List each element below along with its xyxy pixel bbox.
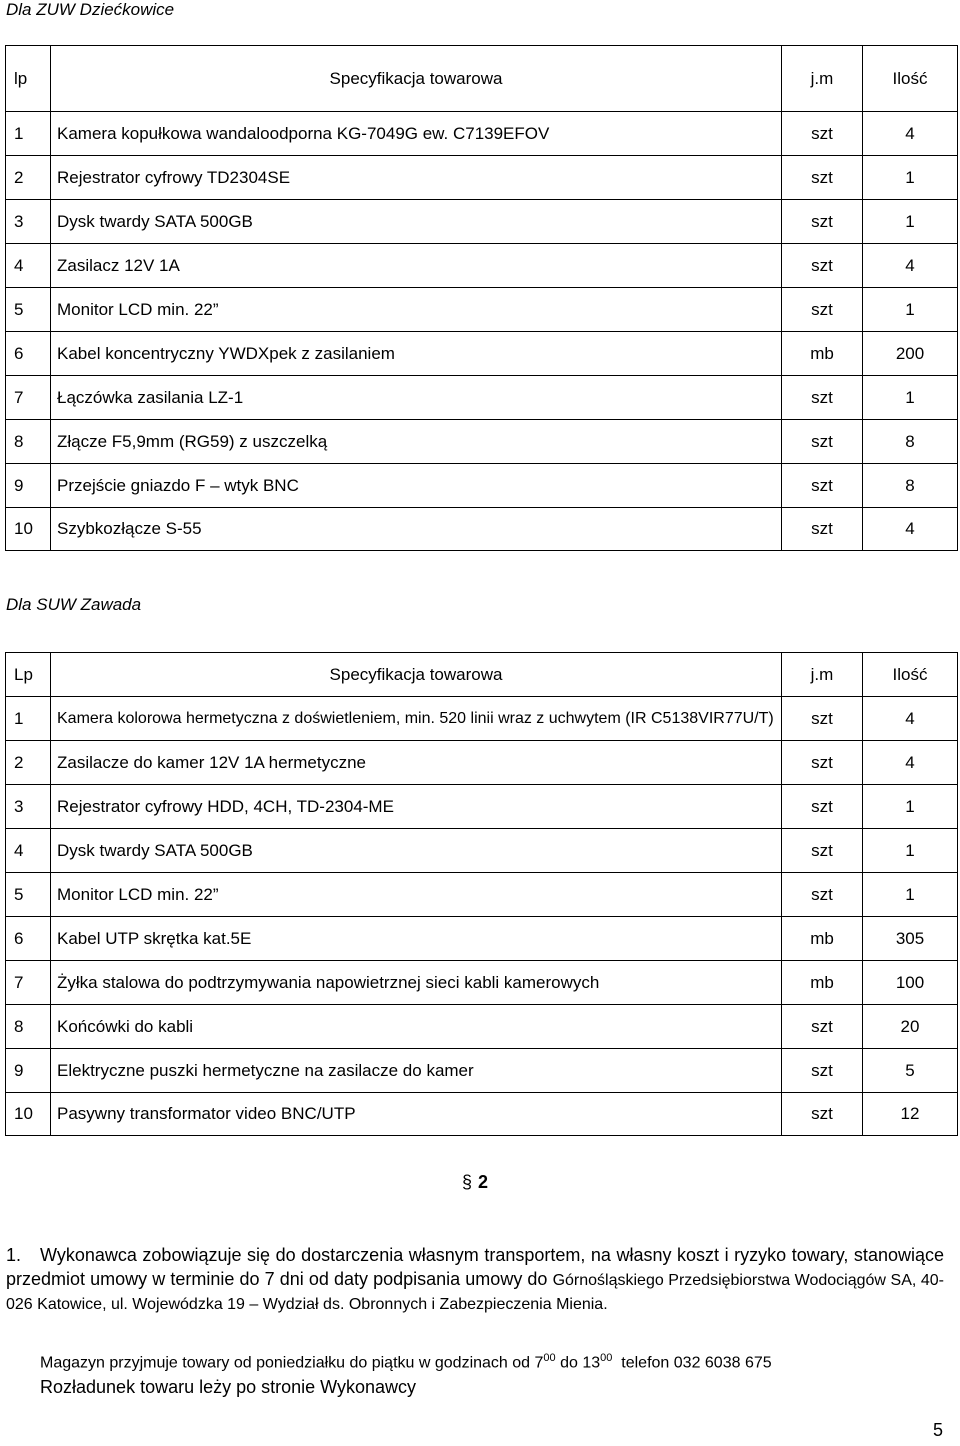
spec-table-zuw [5,45,958,551]
table-row [6,1005,958,1049]
row-name: Kamera kolorowa hermetyczna z doświetleniem, min. 520 linii wraz z uchwytem (IR C5138VIR77U/T) [51,697,782,741]
warehouse-text-c: telefon 032 6038 675 [612,1354,772,1372]
row-qty: 8 [863,464,958,508]
row-jm: szt [782,785,863,829]
row-lp: 6 [6,332,51,376]
row-lp: 5 [6,288,51,332]
row-lp: 3 [6,200,51,244]
row-qty: 8 [863,420,958,464]
table-row [6,829,958,873]
row-jm: szt [782,112,863,156]
row-jm: szt [782,1005,863,1049]
row-jm: szt [782,420,863,464]
row-jm: szt [782,1049,863,1093]
row-qty: 4 [863,697,958,741]
row-qty: 200 [863,332,958,376]
row-jm: szt [782,697,863,741]
row-name: Monitor LCD min. 22” [51,873,782,917]
table-row [6,917,958,961]
row-name: Kabel UTP skrętka kat.5E [51,917,782,961]
row-lp: 8 [6,420,51,464]
row-name: Kamera kopułkowa wandaloodporna KG-7049G ew. C7139EFOV [51,112,782,156]
row-jm: mb [782,332,863,376]
row-lp: 2 [6,156,51,200]
row-qty: 1 [863,873,958,917]
row-qty: 1 [863,156,958,200]
clause-1 [6,1243,944,1315]
section2-caption: Dla SUW Zawada [6,595,142,614]
warehouse-sup-b: 00 [600,1352,613,1364]
row-lp: 1 [6,112,51,156]
row-name: Elektryczne puszki hermetyczne na zasilacze do kamer [51,1049,782,1093]
row-lp: 9 [6,464,51,508]
row-lp: 3 [6,785,51,829]
table-row [6,1049,958,1093]
row-qty: 4 [863,112,958,156]
row-jm: szt [782,829,863,873]
row-jm: szt [782,508,863,551]
table-row [6,376,958,420]
row-jm: mb [782,917,863,961]
row-lp: 10 [6,1093,51,1136]
row-jm: szt [782,288,863,332]
row-name: Kabel koncentryczny YWDXpek z zasilaniem [51,332,782,376]
table-row [6,464,958,508]
row-qty: 4 [863,741,958,785]
row-name: Przejście gniazdo F – wtyk BNC [51,464,782,508]
table-row [6,200,958,244]
row-qty: 1 [863,785,958,829]
warehouse-text-a: Magazyn przyjmuje towary od poniedziałku do piątku w godzinach od 7 [40,1354,544,1372]
section-sign: § [462,1172,473,1192]
row-qty: 12 [863,1093,958,1136]
section-number: 2 [478,1172,489,1192]
row-lp: 1 [6,697,51,741]
row-lp: 4 [6,244,51,288]
header-jm: j.m [782,653,863,697]
row-jm: szt [782,873,863,917]
row-name: Łączówka zasilania LZ-1 [51,376,782,420]
clause-number: 1. [6,1245,22,1265]
row-qty: 100 [863,961,958,1005]
warehouse-hours [40,1352,940,1372]
header-spec: Specyfikacja towarowa [51,653,782,697]
row-lp: 8 [6,1005,51,1049]
row-name: Rejestrator cyfrowy TD2304SE [51,156,782,200]
row-lp: 5 [6,873,51,917]
page-number: 5 [932,1420,943,1440]
table-header-row [6,46,958,112]
row-lp: 6 [6,917,51,961]
row-jm: szt [782,200,863,244]
row-name: Szybkozłącze S-55 [51,508,782,551]
row-name: Zasilacze do kamer 12V 1A hermetyczne [51,741,782,785]
table-row [6,244,958,288]
clause-text-b: Górnośląskiego Przedsiębiorstwa Wodociągów SA, 40-026 Katowice, ul. Wojewódzka 19 – Wydział ds. Obronnych i Zabezpieczenia Mienia. [6,1272,944,1313]
row-jm: szt [782,464,863,508]
row-qty: 4 [863,508,958,551]
clause-text-a: Wykonawca zobowiązuje się do dostarczenia własnym transportem, na własny koszt i ryzyko towary, stanowiące przedmiot umowy w terminie do 7 dni od daty podpisania umowy do [6,1245,944,1289]
unloading-note: Rozładunek towaru leży po stronie Wykonawcy [40,1377,417,1397]
row-qty: 1 [863,288,958,332]
table-row [6,332,958,376]
row-jm: szt [782,1093,863,1136]
row-lp: 10 [6,508,51,551]
row-name: Rejestrator cyfrowy HDD, 4CH, TD-2304-ME [51,785,782,829]
table-row [6,785,958,829]
table-row [6,420,958,464]
row-qty: 305 [863,917,958,961]
header-qty: Ilość [863,46,958,112]
warehouse-text-b: do 13 [555,1354,601,1372]
row-name: Pasywny transformator video BNC/UTP [51,1093,782,1136]
row-jm: szt [782,244,863,288]
row-name: Monitor LCD min. 22” [51,288,782,332]
row-jm: mb [782,961,863,1005]
header-qty: Ilość [863,653,958,697]
row-jm: szt [782,741,863,785]
table-row [6,508,958,551]
row-name: Żyłka stalowa do podtrzymywania napowietrznej sieci kabli kamerowych [51,961,782,1005]
row-qty: 1 [863,200,958,244]
row-lp: 4 [6,829,51,873]
table-row [6,112,958,156]
table-row [6,961,958,1005]
row-qty: 20 [863,1005,958,1049]
header-spec: Specyfikacja towarowa [51,46,782,112]
row-lp: 7 [6,961,51,1005]
header-lp: lp [6,46,51,112]
row-lp: 7 [6,376,51,420]
header-jm: j.m [782,46,863,112]
table-header-row [6,653,958,697]
paragraph-number [462,1172,488,1193]
row-lp: 2 [6,741,51,785]
table-row [6,156,958,200]
row-name: Końcówki do kabli [51,1005,782,1049]
row-jm: szt [782,156,863,200]
row-name: Dysk twardy SATA 500GB [51,200,782,244]
table-row [6,741,958,785]
table-row [6,697,958,741]
row-name: Dysk twardy SATA 500GB [51,829,782,873]
row-qty: 5 [863,1049,958,1093]
section1-caption: Dla ZUW Dziećkowice [6,0,175,19]
row-name: Zasilacz 12V 1A [51,244,782,288]
row-qty: 1 [863,829,958,873]
row-name: Złącze F5,9mm (RG59) z uszczelką [51,420,782,464]
table-row [6,1093,958,1136]
row-qty: 4 [863,244,958,288]
row-lp: 9 [6,1049,51,1093]
warehouse-sup-a: 00 [543,1352,556,1364]
header-lp: Lp [6,653,51,697]
table-row [6,873,958,917]
table-row [6,288,958,332]
spec-table-suw [5,652,958,1136]
row-jm: szt [782,376,863,420]
row-qty: 1 [863,376,958,420]
